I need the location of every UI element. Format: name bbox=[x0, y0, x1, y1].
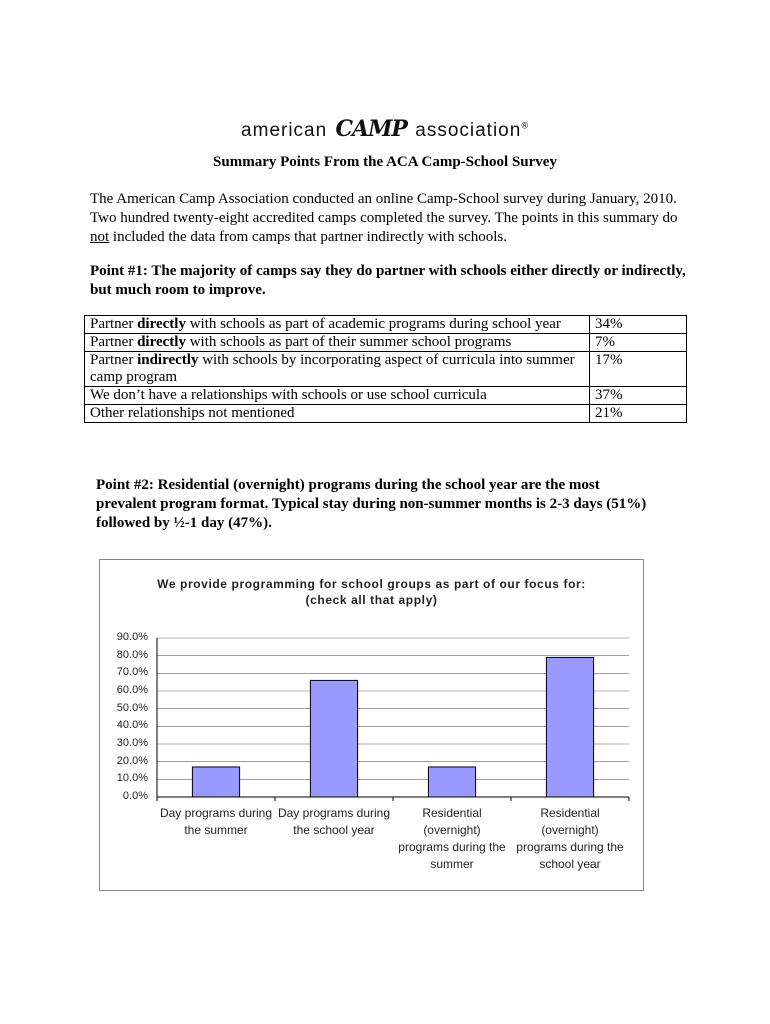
row-value: 21% bbox=[590, 405, 687, 423]
logo-text-american: american bbox=[241, 120, 328, 141]
row-label: Partner directly with schools as part of academic programs during school year bbox=[85, 316, 590, 334]
y-tick-label: 50.0% bbox=[116, 701, 148, 714]
logo-text-camp: CAMP bbox=[335, 116, 407, 142]
intro-underlined-not: not bbox=[90, 229, 110, 245]
row-label: We don’t have a relationships with schools or use school curricula bbox=[85, 387, 590, 405]
registered-mark: ® bbox=[521, 120, 529, 131]
table-row bbox=[85, 316, 687, 334]
y-tick-label: 70.0% bbox=[116, 666, 148, 679]
row-value: 17% bbox=[590, 352, 687, 387]
row-value: 34% bbox=[590, 316, 687, 334]
bar bbox=[310, 680, 357, 797]
y-tick-label: 90.0% bbox=[116, 631, 148, 643]
bar-chart bbox=[99, 559, 644, 891]
intro-text-end: included the data from camps that partner indirectly with schools. bbox=[109, 229, 507, 245]
row-label: Partner indirectly with schools by incorporating aspect of curricula into summer camp program bbox=[85, 352, 590, 387]
logo-text-association: association bbox=[415, 120, 522, 141]
x-category-label: Day programs during the school year bbox=[277, 806, 391, 837]
bar bbox=[428, 767, 475, 797]
aca-logo bbox=[0, 116, 770, 142]
y-tick-label: 20.0% bbox=[116, 754, 148, 767]
bar bbox=[192, 767, 239, 797]
point-1-heading: Point #1: The majority of camps say they do partner with schools either directly or indirectly, but much room to improve. bbox=[90, 263, 686, 298]
y-tick-label: 80.0% bbox=[116, 648, 148, 661]
x-category-label: Residential (overnight) programs during the school year bbox=[516, 806, 624, 871]
row-label: Other relationships not mentioned bbox=[85, 405, 590, 423]
y-tick-label: 30.0% bbox=[116, 737, 148, 749]
document-title: Summary Points From the ACA Camp-School Survey bbox=[213, 154, 557, 170]
x-category-label: Day programs during the summer bbox=[159, 806, 273, 837]
point-2-heading: Point #2: Residential (overnight) programs during the school year are the most prevalent program format. Typical stay during non-summer months is 2-3 days (51%) followed by ½-1 day (47%). bbox=[96, 477, 647, 531]
intro-paragraph bbox=[90, 190, 690, 247]
row-value: 37% bbox=[590, 387, 687, 405]
partnership-table bbox=[84, 315, 687, 423]
y-tick-label: 60.0% bbox=[116, 684, 148, 696]
row-value: 7% bbox=[590, 334, 687, 352]
table-row bbox=[85, 387, 687, 405]
intro-text-start: The American Camp Association conducted an online Camp-School survey during January, 2010. Two hundred twenty-eight accredited camps completed the survey. The points in this summary do bbox=[90, 191, 678, 226]
y-tick-label: 40.0% bbox=[116, 719, 148, 732]
x-category-label: Residential (overnight) programs during the summer bbox=[398, 806, 506, 871]
y-tick-label: 10.0% bbox=[116, 772, 148, 785]
bar bbox=[546, 657, 593, 797]
row-label: Partner directly with schools as part of their summer school programs bbox=[85, 334, 590, 352]
chart-title: We provide programming for school groups as part of our focus for: (check all that apply) bbox=[157, 577, 586, 607]
y-tick-label: 0.0% bbox=[122, 790, 148, 802]
table-row bbox=[85, 334, 687, 352]
table-row bbox=[85, 352, 687, 387]
table-row bbox=[85, 405, 687, 423]
